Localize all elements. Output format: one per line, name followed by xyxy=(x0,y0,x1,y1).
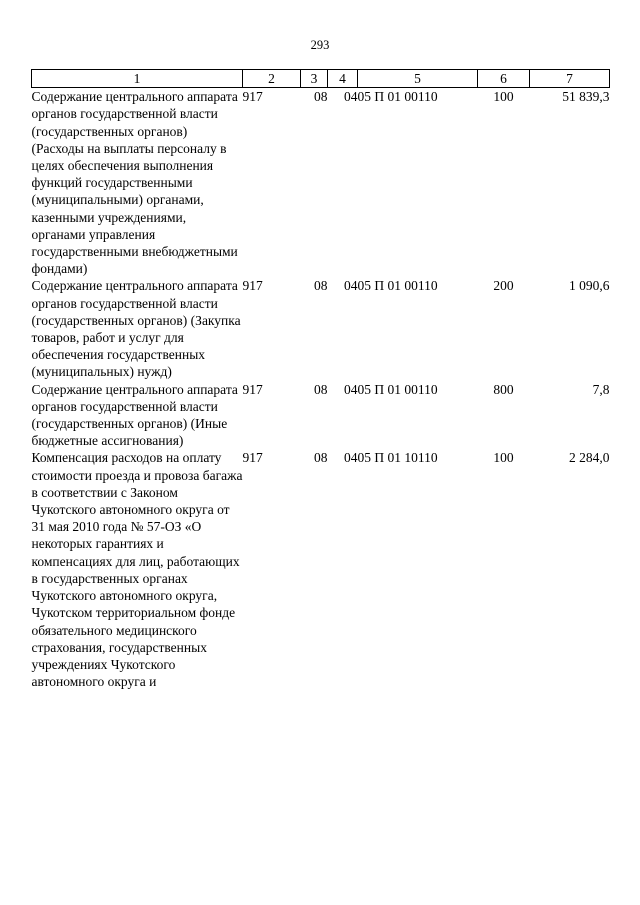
section-code: 08 xyxy=(314,450,328,466)
department-code: 917 xyxy=(242,89,263,105)
target-article-code: 05 П 01 10110 xyxy=(357,450,438,466)
table-header xyxy=(32,70,610,88)
table-row xyxy=(32,277,610,380)
amount: 7,8 xyxy=(592,381,610,397)
department-code: 917 xyxy=(242,278,263,294)
column-header-ved: 2 xyxy=(243,70,301,88)
column-header-csr: 5 xyxy=(358,70,478,88)
header-row xyxy=(32,70,610,88)
amount: 1 090,6 xyxy=(569,278,610,294)
expense-type-code: 100 xyxy=(493,89,514,105)
column-header-rz: 3 xyxy=(301,70,328,88)
subsection-code: 04 xyxy=(344,278,358,294)
page-number: 293 xyxy=(310,38,330,52)
column-header-pr: 4 xyxy=(328,70,358,88)
department-code: 917 xyxy=(242,381,263,397)
expense-type-code: 800 xyxy=(493,381,514,397)
amount: 51 839,3 xyxy=(562,89,610,105)
section-code: 08 xyxy=(314,278,328,294)
expense-name: Содержание центрального аппарата органов государственной власти (государственных органов) (Иные бюджетные ассигнования) xyxy=(31,381,238,449)
department-code: 917 xyxy=(242,450,263,466)
table-body xyxy=(32,88,610,691)
target-article-code: 05 П 01 00110 xyxy=(357,89,438,105)
target-article-code: 05 П 01 00110 xyxy=(357,381,438,397)
expense-name: Компенсация расходов на оплату стоимости проезда и провоза багажа в соответствии с Законом Чукотского автономного округа от 31 мая 2010 года № 57-ОЗ «О некоторых гарантиях и компенсациях для лиц, работающих в государственных органах Чукотского автономного округа, Чукотском территориальном фонде обязательного медицинского страхования, государственных учреждениях Чукотского автономного округа и xyxy=(31,450,243,690)
target-article-code: 05 П 01 00110 xyxy=(357,278,438,294)
section-code: 08 xyxy=(314,89,328,105)
column-header-name: 1 xyxy=(32,70,243,88)
expense-type-code: 200 xyxy=(493,278,514,294)
expense-type-code: 100 xyxy=(493,450,514,466)
column-header-sum: 7 xyxy=(530,70,610,88)
subsection-code: 04 xyxy=(344,89,358,105)
table-row xyxy=(32,88,610,278)
table-row xyxy=(32,449,610,690)
expense-name: Содержание центрального аппарата органов государственной власти (государственных органов) (Закупка товаров, работ и услуг для обеспечения государственных (муниципальных) нужд) xyxy=(31,278,241,380)
budget-table xyxy=(31,69,610,690)
subsection-code: 04 xyxy=(344,381,358,397)
table-row xyxy=(32,381,610,450)
amount: 2 284,0 xyxy=(569,450,610,466)
expense-name: Содержание центрального аппарата органов государственной власти (государственных органов) (Расходы на выплаты персоналу в целях обеспечения выполнения функций государственными (муниципальными) органами, казенными учреждениями, органами управления государственными внебюджетными фондами) xyxy=(31,89,238,277)
column-header-vr: 6 xyxy=(478,70,530,88)
subsection-code: 04 xyxy=(344,450,358,466)
section-code: 08 xyxy=(314,381,328,397)
